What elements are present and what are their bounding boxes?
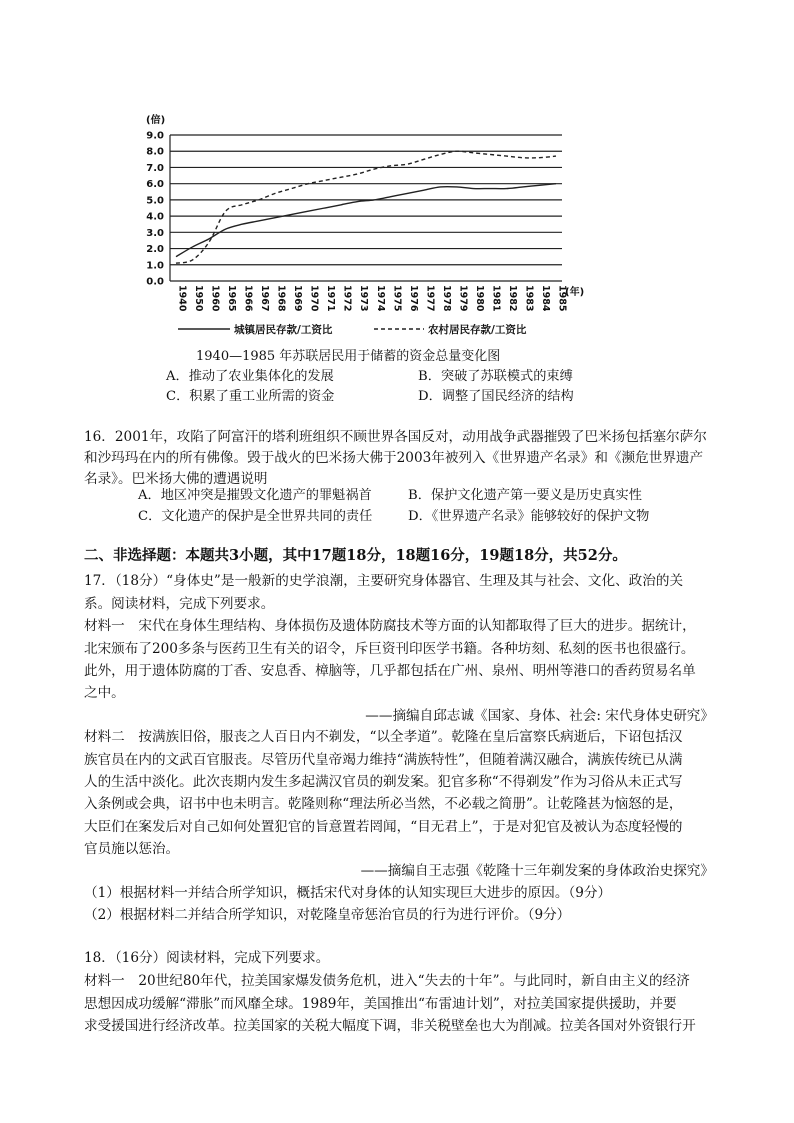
q15-option-c[interactable]: C．积累了重工业所需的资金 bbox=[166, 389, 335, 404]
q17-material2-line3: 人的生活中淡化。此次丧期内发生多起满汉官员的剃发案。犯官多称“不得剃发”作为习俗从未正式写 bbox=[84, 774, 683, 790]
q17-material2-line2: 族官员在内的文武百官服丧。尽管历代皇帝竭力维持“满族特性”，但随着满汉融合，满族传统已从满 bbox=[84, 752, 683, 768]
q17-material1-line4: 之中。 bbox=[84, 685, 125, 701]
x-tick-label: 1969 bbox=[292, 285, 304, 312]
x-tick-label: 1968 bbox=[275, 285, 287, 312]
y-tick-label: 0.0 bbox=[146, 276, 164, 288]
x-tick-label: 1984 bbox=[539, 285, 551, 312]
y-tick-label: 4.0 bbox=[146, 211, 164, 223]
x-tick-label: 1967 bbox=[259, 285, 271, 312]
x-tick-label: 1972 bbox=[341, 285, 353, 312]
q15-option-b[interactable]: B．突破了苏联模式的束缚 bbox=[418, 369, 573, 384]
q16-option-c[interactable]: C．文化遗产的保护是全世界共同的责任 bbox=[138, 509, 373, 524]
x-axis-label: (年) bbox=[565, 287, 585, 298]
savings-chart bbox=[138, 108, 598, 342]
y-axis-label: (倍) bbox=[146, 115, 166, 126]
chart-caption: 1940—1985 年苏联居民用于储蓄的资金总量变化图 bbox=[196, 349, 501, 364]
y-tick-label: 7.0 bbox=[146, 162, 164, 174]
q18-intro: 18．（16分）阅读材料，完成下列要求。 bbox=[84, 950, 330, 966]
x-tick-label: 1940 bbox=[176, 285, 188, 312]
q17-material1-line2: 北宋颁布了200多条与医药卫生有关的诏令，斥巨资刊印医学书籍。各种坊刻、私刻的医书也很盛行。 bbox=[84, 641, 695, 657]
q16-option-b[interactable]: B．保护文化遗产第一要义是历史真实性 bbox=[408, 488, 642, 503]
q17-material1-line1: 材料一 宋代在身体生理结构、身体损伤及遗体防腐技术等方面的认知都取得了巨大的进步。据统计， bbox=[84, 618, 696, 634]
q17-requirement-1: （1）根据材料一并结合所学知识，概括宋代对身体的认知实现巨大进步的原因。（9分） bbox=[84, 885, 612, 901]
q17-material2-source: ——摘编自王志强《乾隆十三年剃发案的身体政治史探究》 bbox=[360, 863, 714, 879]
q17-material1-source: ——摘编自邱志诚《国家、身体、社会: 宋代身体史研究》 bbox=[365, 708, 714, 724]
q17-material2-line6: 官员施以惩治。 bbox=[84, 841, 180, 857]
y-tick-label: 5.0 bbox=[146, 195, 164, 207]
x-tick-label: 1980 bbox=[473, 285, 485, 312]
q17-intro-line2: 系。阅读材料，完成下列要求。 bbox=[84, 596, 275, 612]
legend-label-urban: 城镇居民存款/工资比 bbox=[234, 324, 333, 336]
x-tick-label: 1975 bbox=[391, 285, 403, 312]
q15-option-d[interactable]: D．调整了国民经济的结构 bbox=[418, 389, 574, 404]
series-line-urban bbox=[176, 184, 556, 257]
y-tick-label: 8.0 bbox=[146, 146, 164, 158]
x-tick-label: 1973 bbox=[358, 285, 370, 312]
q17-material1-line3: 此外，用于遗体防腐的丁香、安息香、樟脑等，几乎都包括在广州、泉州、明州等港口的香药贸易名单 bbox=[84, 663, 696, 679]
q17-requirement-2: （2）根据材料二并结合所学知识，对乾隆皇帝惩治官员的行为进行评价。（9分） bbox=[84, 907, 571, 923]
legend-label-rural: 农村居民存款/工资比 bbox=[428, 324, 527, 336]
y-tick-label: 3.0 bbox=[146, 227, 164, 239]
q16-stem-line1: 16．2001年，攻陷了阿富汗的塔利班组织不顾世界各国反对，动用战争武器摧毁了巴米扬包括塞尔萨尔 bbox=[84, 429, 707, 445]
q17-material2-line4: 入条例或会典，诏书中也未明言。乾隆则称“理法所必当然，不必载之简册”。让乾隆甚为恼怒的是， bbox=[84, 796, 683, 812]
x-tick-label: 1982 bbox=[506, 285, 518, 312]
x-tick-label: 1983 bbox=[523, 285, 535, 312]
x-tick-label: 1971 bbox=[325, 285, 337, 312]
savings-chart-svg bbox=[138, 108, 598, 342]
q18-material1-line1: 材料一 20世纪80年代，拉美国家爆发债务危机，进入“失去的十年”。与此同时，新自由主义的经济 bbox=[84, 973, 690, 989]
y-tick-label: 9.0 bbox=[146, 130, 164, 142]
x-tick-label: 1978 bbox=[440, 285, 452, 312]
x-tick-label: 1950 bbox=[193, 285, 205, 312]
x-tick-label: 1970 bbox=[308, 285, 320, 312]
x-tick-label: 1985 bbox=[556, 285, 568, 312]
y-tick-label: 6.0 bbox=[146, 179, 164, 191]
q18-material1-line3: 求受援国进行经济改革。拉美国家的关税大幅度下调，非关税壁垒也大为削减。拉美各国对外资银行开 bbox=[84, 1018, 696, 1034]
x-tick-label: 1974 bbox=[374, 285, 386, 312]
y-tick-label: 1.0 bbox=[146, 260, 164, 272]
q16-option-d[interactable]: D．《世界遗产名录》能够较好的保护文物 bbox=[408, 509, 650, 524]
y-tick-label: 2.0 bbox=[146, 244, 164, 256]
x-tick-label: 1977 bbox=[424, 285, 436, 312]
x-tick-label: 1979 bbox=[457, 285, 469, 312]
q16-option-a[interactable]: A．地区冲突是摧毁文化遗产的罪魁祸首 bbox=[138, 488, 372, 503]
q16-stem-line2: 和沙玛玛在内的所有佛像。毁于战火的巴米扬大佛于2003年被列入《世界遗产名录》和《濒危世界遗产 bbox=[84, 450, 704, 466]
q18-material1-line2: 思想因成功缓解“滞胀”而风靡全球。1989年，美国推出“布雷迪计划”，对拉美国家提供援助，并要 bbox=[84, 996, 677, 1012]
x-tick-label: 1965 bbox=[226, 285, 238, 312]
q17-material2-line5: 大臣们在案发后对自己如何处置犯官的旨意置若罔闻，“目无君上”，于是对犯官及被认为态度轻慢的 bbox=[84, 819, 683, 835]
q17-intro-line1: 17．（18分）“身体史”是一般新的史学浪潮，主要研究身体器官、生理及其与社会、文化、政治的关 bbox=[84, 573, 684, 589]
x-tick-label: 1966 bbox=[242, 285, 254, 312]
q16-stem-line3: 名录》。巴米扬大佛的遭遇说明 bbox=[84, 471, 268, 487]
section-2-heading: 二、非选择题：本题共3小题，其中17题18分，18题16分，19题18分，共52分。 bbox=[84, 547, 627, 564]
q17-material2-line1: 材料二 按满族旧俗，服丧之人百日内不剃发，“以全孝道”。乾隆在皇后富察氏病逝后，下诏包括汉 bbox=[84, 729, 683, 745]
x-tick-label: 1981 bbox=[490, 285, 502, 312]
x-tick-label: 1960 bbox=[209, 285, 221, 312]
q15-option-a[interactable]: A．推动了农业集体化的发展 bbox=[166, 369, 334, 384]
x-tick-label: 1976 bbox=[407, 285, 419, 312]
